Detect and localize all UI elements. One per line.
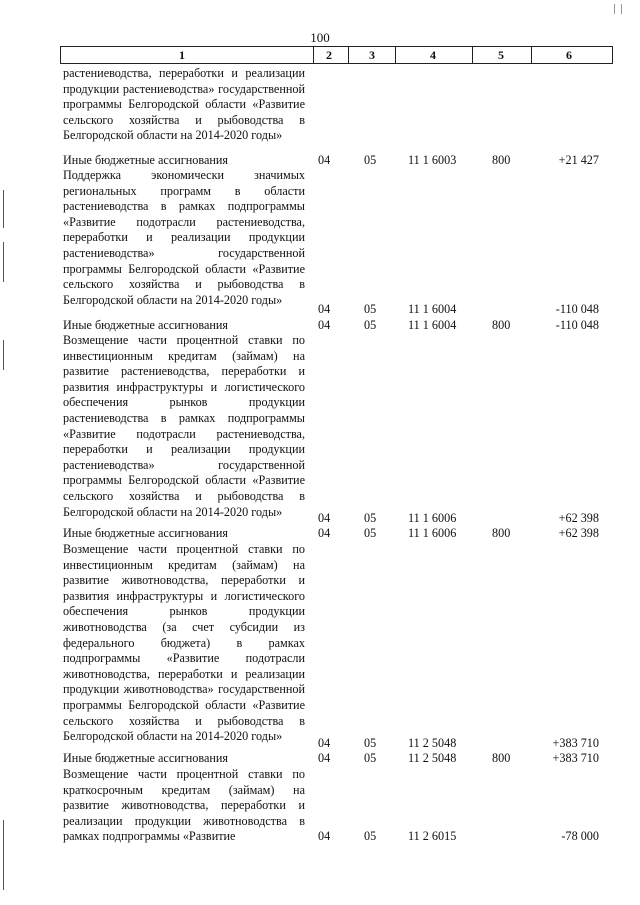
row-section: 04 (318, 736, 331, 750)
header-col-3: 3 (369, 48, 375, 62)
row-subsection: 05 (364, 511, 377, 525)
row-section: 04 (318, 829, 331, 843)
row-section: 04 (318, 751, 331, 765)
row-description: растениеводства, переработки и реализации продукции растениеводства» государственной программы Белгородской области «Развитие сельского хозяйства и рыбоводства в Белгородской области на 2014-2020 годы» (63, 66, 305, 143)
row-target-article: 11 1 6006 (408, 511, 457, 525)
row-section: 04 (318, 302, 331, 316)
row-expense-type: 800 (492, 526, 511, 540)
row-description: Иные бюджетные ассигнования (63, 153, 229, 167)
row-subsection: 05 (364, 526, 377, 540)
scan-mark (614, 4, 622, 14)
row-target-article: 11 2 5048 (408, 751, 457, 765)
row-description: Иные бюджетные ассигнования (63, 751, 229, 765)
row-amount: -78 000 (561, 829, 599, 843)
row-target-article: 11 1 6003 (408, 153, 457, 167)
row-expense-type: 800 (492, 318, 511, 332)
row-description: Возмещение части процентной ставки по инвестиционным кредитам (займам) на развитие растениеводства, переработки и развития инфраструктуры и логистического обеспечения рынков продукции растениеводства в рамках подпрограммы «Развитие подотрасли растениеводства, переработки и реализации продукции растениеводства» государственной программы Белгородской области «Развитие сельского хозяйства и рыбоводства в Белгородской области на 2014-2020 годы» (63, 333, 305, 519)
row-section: 04 (318, 511, 331, 525)
row-target-article: 11 1 6004 (408, 318, 457, 332)
scan-mark (3, 820, 4, 890)
row-subsection: 05 (364, 302, 377, 316)
row-target-article: 11 2 6015 (408, 829, 457, 843)
table-header (60, 46, 613, 64)
row-target-article: 11 2 5048 (408, 736, 457, 750)
header-col-4: 4 (430, 48, 436, 62)
header-col-1: 1 (179, 48, 185, 62)
header-col-6: 6 (566, 48, 572, 62)
row-amount: -110 048 (555, 302, 599, 316)
row-subsection: 05 (364, 318, 377, 332)
scan-mark (3, 340, 4, 370)
row-subsection: 05 (364, 736, 377, 750)
row-section: 04 (318, 318, 331, 332)
row-target-article: 11 1 6004 (408, 302, 457, 316)
header-col-5: 5 (498, 48, 504, 62)
row-description: Поддержка экономически значимых региональных программ в области растениеводства в рамках подпрограммы «Развитие подотрасли растениеводства, переработки и реализации продукции растениеводства» государственной программы Белгородской области «Развитие сельского хозяйства и рыбоводства в Белгородской области на 2014-2020 годы» (63, 168, 305, 307)
row-amount: +62 398 (558, 526, 599, 540)
scan-mark (3, 242, 4, 282)
row-subsection: 05 (364, 829, 377, 843)
row-expense-type: 800 (492, 751, 511, 765)
scan-mark (3, 190, 4, 228)
row-description: Возмещение части процентной ставки по краткосрочным кредитам (займам) на развитие животноводства, переработки и реализации продукции животноводства в рамках подпрограммы «Развитие (63, 767, 305, 844)
row-section: 04 (318, 153, 331, 167)
row-description: Иные бюджетные ассигнования (63, 526, 229, 540)
row-expense-type: 800 (492, 153, 511, 167)
row-target-article: 11 1 6006 (408, 526, 457, 540)
row-amount: +21 427 (558, 153, 599, 167)
row-amount: +62 398 (558, 511, 599, 525)
row-subsection: 05 (364, 751, 377, 765)
row-amount: +383 710 (552, 736, 599, 750)
row-amount: -110 048 (555, 318, 599, 332)
page-number: 100 (310, 30, 330, 45)
row-amount: +383 710 (552, 751, 599, 765)
row-description: Иные бюджетные ассигнования (63, 318, 229, 332)
row-description: Возмещение части процентной ставки по инвестиционным кредитам (займам) на развитие животноводства, переработки и развития инфраструктуры и логистического обеспечения рынков продукции животноводства (за счет субсидии из федерального бюджета) в рамках подпрограммы «Развитие подотрасли животноводства, переработки и реализации продукции животноводства» государственной программы Белгородской области «Развитие сельского хозяйства и рыбоводства в Белгородской области на 2014-2020 годы» (63, 542, 305, 744)
row-subsection: 05 (364, 153, 377, 167)
header-col-2: 2 (326, 48, 332, 62)
row-section: 04 (318, 526, 331, 540)
